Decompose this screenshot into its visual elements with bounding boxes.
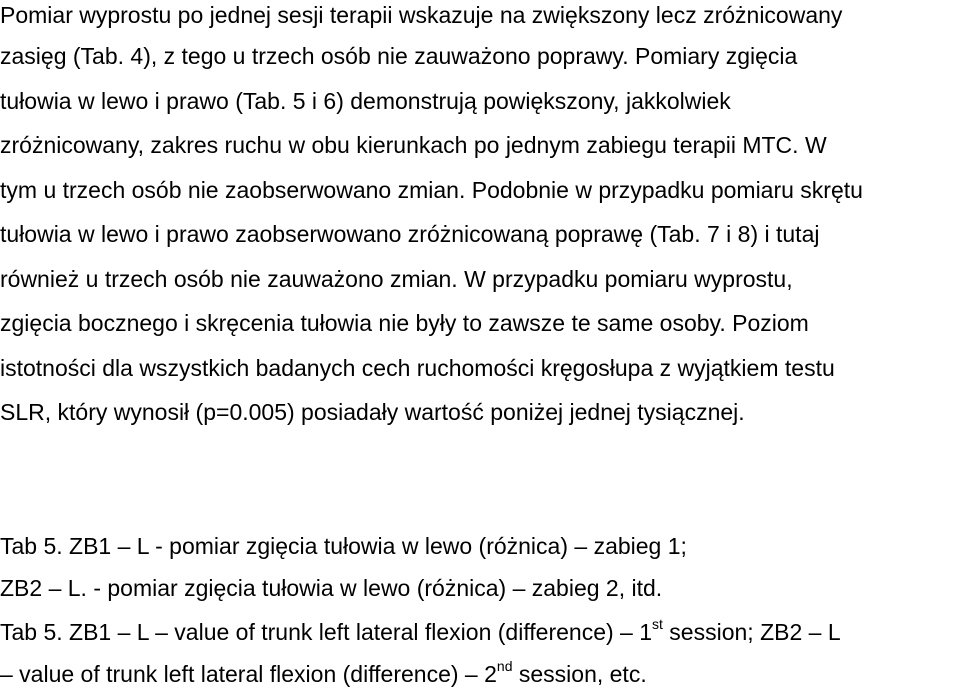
paragraph-line: tułowia w lewo i prawo (Tab. 5 i 6) demonstrują powiększony, jakkolwiek	[0, 88, 731, 114]
paragraph-line: SLR, który wynosił (p=0.005) posiadały wartość poniżej jednej tysiącznej.	[0, 399, 745, 425]
caption-pl-line-1: Tab 5. ZB1 – L - pomiar zgięcia tułowia w lewo (różnica) – zabieg 1;	[0, 533, 687, 559]
paragraph-line: Pomiar wyprostu po jednej sesji terapii wskazuje na zwiększony lecz zróżnicowany	[0, 2, 843, 28]
caption-en-line-2	[0, 659, 647, 689]
paragraph-line: zasięg (Tab. 4), z tego u trzech osób nie zauważono poprawy. Pomiary zgięcia	[0, 43, 798, 69]
ordinal-superscript: nd	[496, 658, 513, 674]
paragraph-line: zgięcia bocznego i skręcenia tułowia nie były to zawsze te same osoby. Poziom	[0, 310, 809, 336]
caption-en-line-2-tail: session, etc.	[512, 661, 647, 687]
caption-en-line-1	[0, 617, 841, 647]
ordinal-superscript: st	[652, 616, 663, 632]
caption-en-line-1-text: Tab 5. ZB1 – L – value of trunk left lateral flexion (difference) – 1	[0, 619, 653, 645]
paragraph-line: również u trzech osób nie zauważono zmian. W przypadku pomiaru wyprostu,	[0, 266, 793, 292]
caption-en-line-1-tail: session; ZB2 – L	[662, 619, 841, 645]
paragraph-line: tym u trzech osób nie zaobserwowano zmian. Podobnie w przypadku pomiaru skrętu	[0, 177, 863, 203]
paragraph-line: istotności dla wszystkich badanych cech ruchomości kręgosłupa z wyjątkiem testu	[0, 355, 835, 381]
caption-en-line-2-text: – value of trunk left lateral flexion (difference) – 2	[0, 661, 497, 687]
caption-pl-line-2: ZB2 – L. - pomiar zgięcia tułowia w lewo (różnica) – zabieg 2, itd.	[0, 575, 663, 601]
paragraph-line: zróżnicowany, zakres ruchu w obu kierunkach po jednym zabiegu terapii MTC. W	[0, 132, 827, 158]
paragraph-line: tułowia w lewo i prawo zaobserwowano zróżnicowaną poprawę (Tab. 7 i 8) i tutaj	[0, 221, 820, 247]
